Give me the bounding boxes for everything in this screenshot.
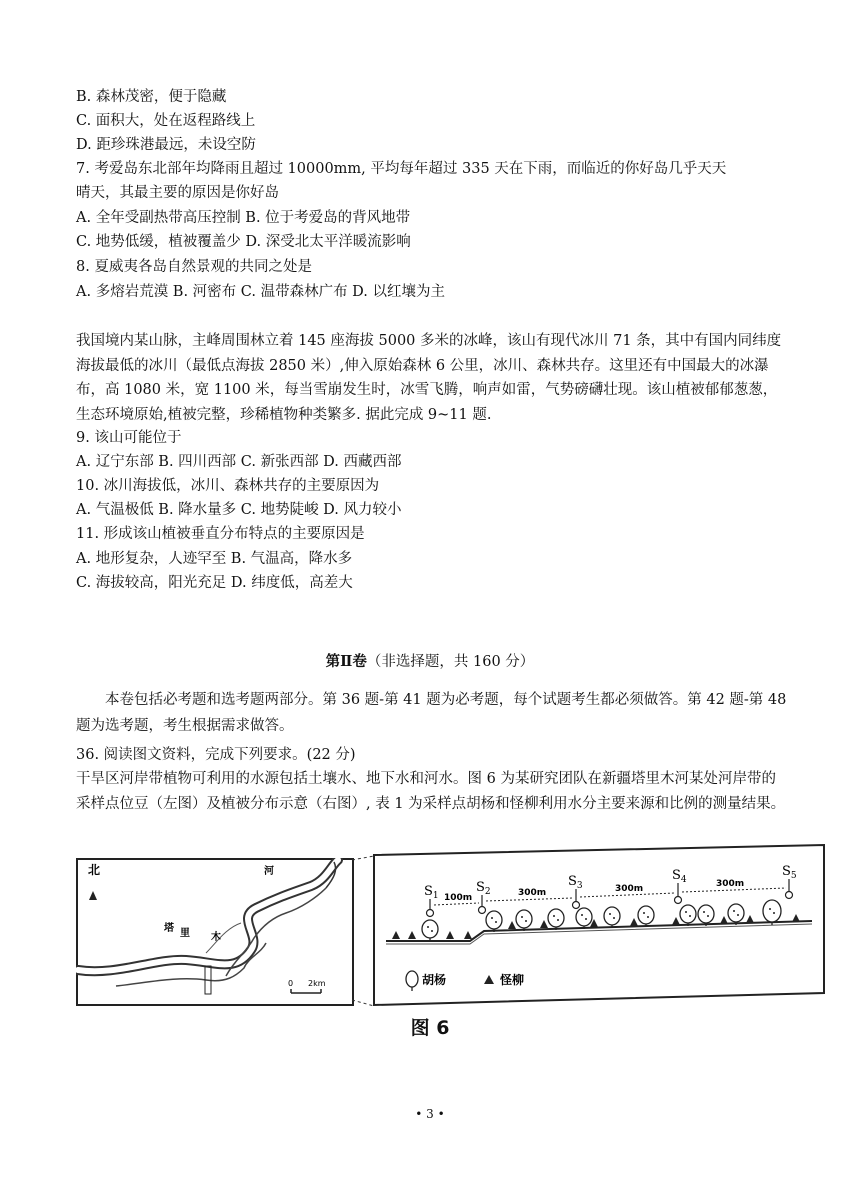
section2-title-rest: （非选择题，共 160 分）	[366, 654, 535, 670]
svg-text:300m: 300m	[518, 888, 547, 898]
q11-options-line1: A. 地形复杂，人迹罕至 B. 气温高，降水多	[76, 551, 353, 567]
q6-option-d: D. 距珍珠港最远，未设空防	[76, 137, 256, 153]
q36-text: 干旱区河岸带植物可利用的水源包括土壤水、地下水和河水。图 6 为某研究团队在新疆塔里木河某处河岸带的采样点位豆（左图）及植被分布示意（右图）, 表 1 为采样点胡杨和怪柳利用水分主要来源和比例的测量结果。	[76, 771, 786, 812]
s1-label: $S_1$	[424, 884, 439, 901]
section2-intro: 本卷包括必考题和选考题两部分。第 36 题-第 41 题为必考题，每个试题考生都必须做答。第 42 题-第 48 题为选考题，考生根据需求做答。	[76, 692, 787, 734]
svg-text:300m: 300m	[615, 884, 644, 894]
q8-stem: 8. 夏威夷各岛自然景观的共同之处是	[76, 259, 312, 275]
page-number: • 3 •	[415, 1107, 445, 1121]
legend-guailiu: 怪柳	[500, 973, 525, 987]
connector-bottom	[352, 1000, 374, 1006]
q7-options-line2: C. 地势低缓，植被覆盖少 D. 深受北太平洋暖流影响	[76, 234, 411, 250]
q36-stem: 36. 阅读图文资料，完成下列要求。(22 分)	[76, 747, 356, 763]
scale-km-label: 2km	[308, 979, 326, 988]
connector-top	[352, 856, 374, 860]
q6-option-b: B. 森林茂密，便于隐藏	[76, 89, 227, 105]
q9-stem: 9. 该山可能位于	[76, 430, 182, 446]
section2-title	[0, 650, 860, 671]
q7-stem-line2: 晴天，其最主要的原因是你好岛	[76, 185, 279, 201]
map-char-ta: 塔	[164, 923, 174, 934]
passage-text: 我国境内某山脉，主峰周围林立着 145 座海拔 5000 多米的冰峰，该山有现代冰川 71 条，其中有国内同纬度海拔最低的冰川（最低点海拔 2850 米）,伸入原始森林 6 公里，冰川、森林共存。这里还有中国最大的冰瀑布，高 1080 米，宽 1100 米，每当雪崩发生时，冰雪飞腾，响声如雷，气势磅礴壮现。该山植被郁郁葱葱，生态环境原始,植被完整，珍稀植物种类繁多. 据此完成 9~11 题.	[76, 333, 782, 423]
scale-zero-label: 0	[288, 979, 294, 988]
q10-stem: 10. 冰川海拔低，冰川、森林共存的主要原因为	[76, 478, 380, 494]
q8-options: A. 多熔岩荒漠 B. 河密布 C. 温带森林广布 D. 以红壤为主	[76, 284, 446, 300]
map-char-he: 河	[264, 866, 274, 877]
q11-options-line2: C. 海拔较高，阳光充足 D. 纬度低，高差大	[76, 575, 353, 591]
q7-options-line1: A. 全年受副热带高压控制 B. 位于考爱岛的背风地带	[76, 210, 411, 226]
svg-text:300m: 300m	[716, 879, 745, 889]
s4-label: $S_4$	[672, 868, 687, 885]
q7-stem-line1: 7. 考爱岛东北部年均降雨且超过 10000mm, 平均每年超过 335 天在下雨，而临近的你好岛几乎天天	[76, 161, 727, 177]
s2-label: $S_2$	[476, 880, 491, 897]
svg-text:100m: 100m	[444, 893, 473, 903]
legend-huyang: 胡杨	[422, 973, 447, 987]
map-char-mu: 木	[211, 932, 221, 943]
q9-options: A. 辽宁东部 B. 四川西部 C. 新张西部 D. 西藏西部	[76, 454, 402, 470]
map-char-li: 里	[180, 928, 190, 939]
north-label: 北	[88, 863, 101, 877]
vegetation-profile-figure	[372, 843, 827, 1011]
q11-stem: 11. 形成该山植被垂直分布特点的主要原因是	[76, 526, 365, 542]
q6-option-c: C. 面积大，处在返程路线上	[76, 113, 256, 129]
s3-label: $S_3$	[568, 874, 583, 891]
q10-options: A. 气温极低 B. 降水量多 C. 地势陡峻 D. 风力较小	[76, 502, 402, 518]
s5-label: $S_5$	[782, 864, 797, 881]
figure-caption: 图 6	[410, 1017, 450, 1039]
section2-title-bold: 第Ⅱ卷	[325, 653, 367, 670]
sampling-map-figure	[76, 858, 354, 1008]
